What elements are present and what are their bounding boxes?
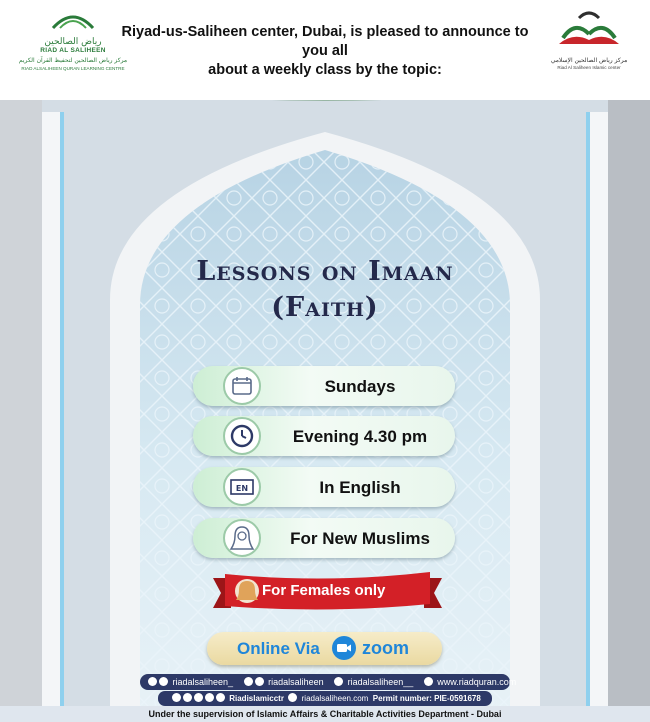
email-icon xyxy=(288,693,297,702)
detail-day-label: Sundays xyxy=(324,377,396,396)
youtube-icon xyxy=(194,693,203,702)
social-bar-top xyxy=(140,674,517,690)
detail-time-label: Evening 4.30 pm xyxy=(292,427,428,446)
detail-language-label: In English xyxy=(319,478,401,497)
logo-left-sub: RIAD ALSALIHEEN QURAN LEARNING CENTRE xyxy=(21,66,125,71)
header xyxy=(0,0,650,100)
youtube-icon xyxy=(159,677,168,686)
supervision-footer: Under the supervision of Islamic Affairs & Charitable Activities Department - Dubai xyxy=(0,706,650,722)
logo-left-arabic: رياض الصالحين xyxy=(44,37,102,47)
language-icon-text: EN xyxy=(235,484,249,493)
title-line1: Lessons on Imaan xyxy=(196,256,454,287)
book-emblem-icon xyxy=(549,10,629,52)
detail-day xyxy=(193,366,455,406)
social-bar-bottom xyxy=(158,691,492,706)
online-label: Online Via xyxy=(237,639,320,658)
announcement-line2: about a weekly class by the topic: xyxy=(208,62,442,78)
clock-icon xyxy=(223,417,261,455)
instagram-icon xyxy=(334,677,343,686)
online-via-zoom xyxy=(207,632,442,665)
detail-time xyxy=(193,416,455,456)
social-handle-c: riadalsaliheen__ xyxy=(347,677,414,687)
telegram-icon xyxy=(255,677,264,686)
title-line2: (Faith) xyxy=(271,292,379,323)
instagram-icon xyxy=(216,693,225,702)
twitter-icon xyxy=(148,677,157,686)
logo-left-name: RIAD AL SALIHEEN xyxy=(40,47,106,54)
ribbon-label: For Females only xyxy=(262,582,386,599)
permit-number: Permit number: PIE-0591678 xyxy=(372,694,481,703)
language-icon xyxy=(223,468,261,506)
lesson-title xyxy=(150,254,500,326)
logo-right-arabic: مركز رياض الصالحين الإسلامي xyxy=(550,57,628,64)
announcement-line1: Riyad-us-Saliheen center, Dubai, is pleased to announce to you all xyxy=(121,24,529,59)
announcement xyxy=(110,23,540,80)
logo-left-arabic-sub: مركز رياض الصالحين لتحفيظ القرآن الكريم xyxy=(18,57,128,64)
social-website: www.riadquran.com xyxy=(437,677,517,687)
islamic-center-logo xyxy=(543,10,635,78)
web-icon xyxy=(424,677,433,686)
logo-emblem-icon xyxy=(48,10,98,32)
zoom-camera-icon xyxy=(332,636,356,660)
detail-audience-label: For New Muslims xyxy=(290,529,430,548)
zoom-label: zoom xyxy=(362,638,409,658)
facebook-icon xyxy=(172,693,181,702)
social-email: riadalsaliheen.com xyxy=(301,694,369,703)
twitter-icon xyxy=(183,693,192,702)
detail-audience xyxy=(193,518,455,558)
females-only-ribbon xyxy=(205,568,450,616)
telegram-icon xyxy=(205,693,214,702)
logo-right-sub: Riad Al Saliheen Islamic center xyxy=(557,65,621,70)
social-handle-main: Riadislamicctr xyxy=(229,694,284,703)
facebook-icon xyxy=(244,677,253,686)
calendar-icon xyxy=(223,367,261,405)
new-muslim-icon xyxy=(223,519,261,557)
social-handle-a: riadalsaliheen_ xyxy=(172,677,234,687)
detail-language xyxy=(193,467,455,507)
social-handle-b: riadalsaliheen xyxy=(268,677,324,687)
